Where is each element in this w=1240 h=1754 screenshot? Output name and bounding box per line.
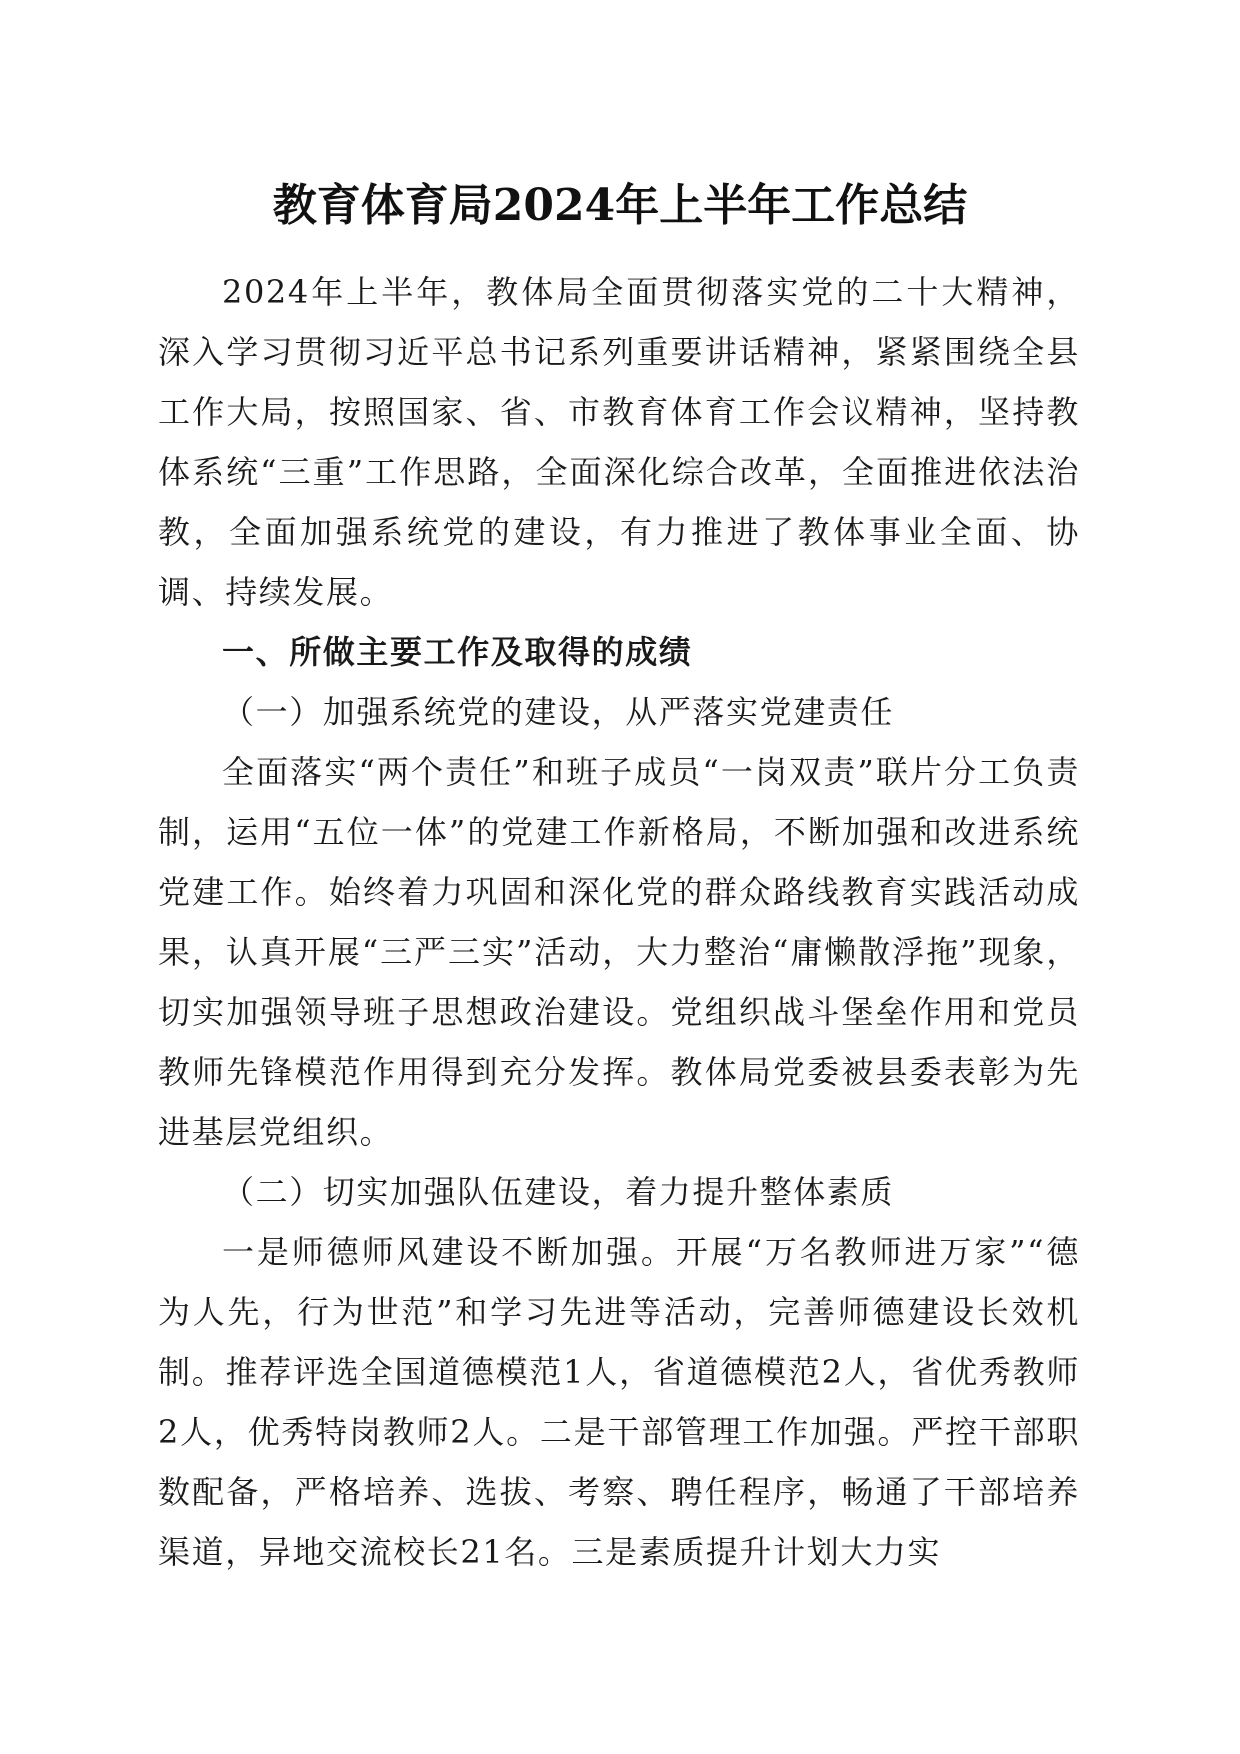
intro-paragraph: 2024年上半年，教体局全面贯彻落实党的二十大精神，深入学习贯彻习近平总书记系列重要讲话精神，紧紧围绕全县工作大局，按照国家、省、市教育体育工作会议精神，坚持教体系统“三重”工作思路，全面深化综合改革，全面推进依法治教，全面加强系统党的建设，有力推进了教体事业全面、协调、持续发展。: [158, 273, 1080, 611]
document-title: 教育体育局2024年上半年工作总结: [272, 180, 968, 231]
subsection-heading-2: （二）切实加强队伍建设，着力提升整体素质: [222, 1173, 895, 1211]
document-body: [158, 262, 1080, 1582]
subsection-paragraph-2: 一是师德师风建设不断加强。开展“万名教师进万家”“德为人先，行为世范”和学习先进等活动，完善师德建设长效机制。推荐评选全国道德模范1人，省道德模范2人，省优秀教师2人，优秀特岗教师2人。二是干部管理工作加强。严控干部职数配备，严格培养、选拔、考察、聘任程序，畅通了干部培养渠道，异地交流校长21名。三是素质提升计划大力实: [158, 1233, 1080, 1571]
subsection-paragraph-1: 全面落实“两个责任”和班子成员“一岗双责”联片分工负责制，运用“五位一体”的党建工作新格局，不断加强和改进系统党建工作。始终着力巩固和深化党的群众路线教育实践活动成果，认真开展“三严三实”活动，大力整治“庸懒散浮拖”现象，切实加强领导班子思想政治建设。党组织战斗堡垒作用和党员教师先锋模范作用得到充分发挥。教体局党委被县委表彰为先进基层党组织。: [158, 753, 1080, 1151]
subsection-heading-1: （一）加强系统党的建设，从严落实党建责任: [222, 693, 895, 731]
section-heading: 一、所做主要工作及取得的成绩: [222, 633, 693, 671]
